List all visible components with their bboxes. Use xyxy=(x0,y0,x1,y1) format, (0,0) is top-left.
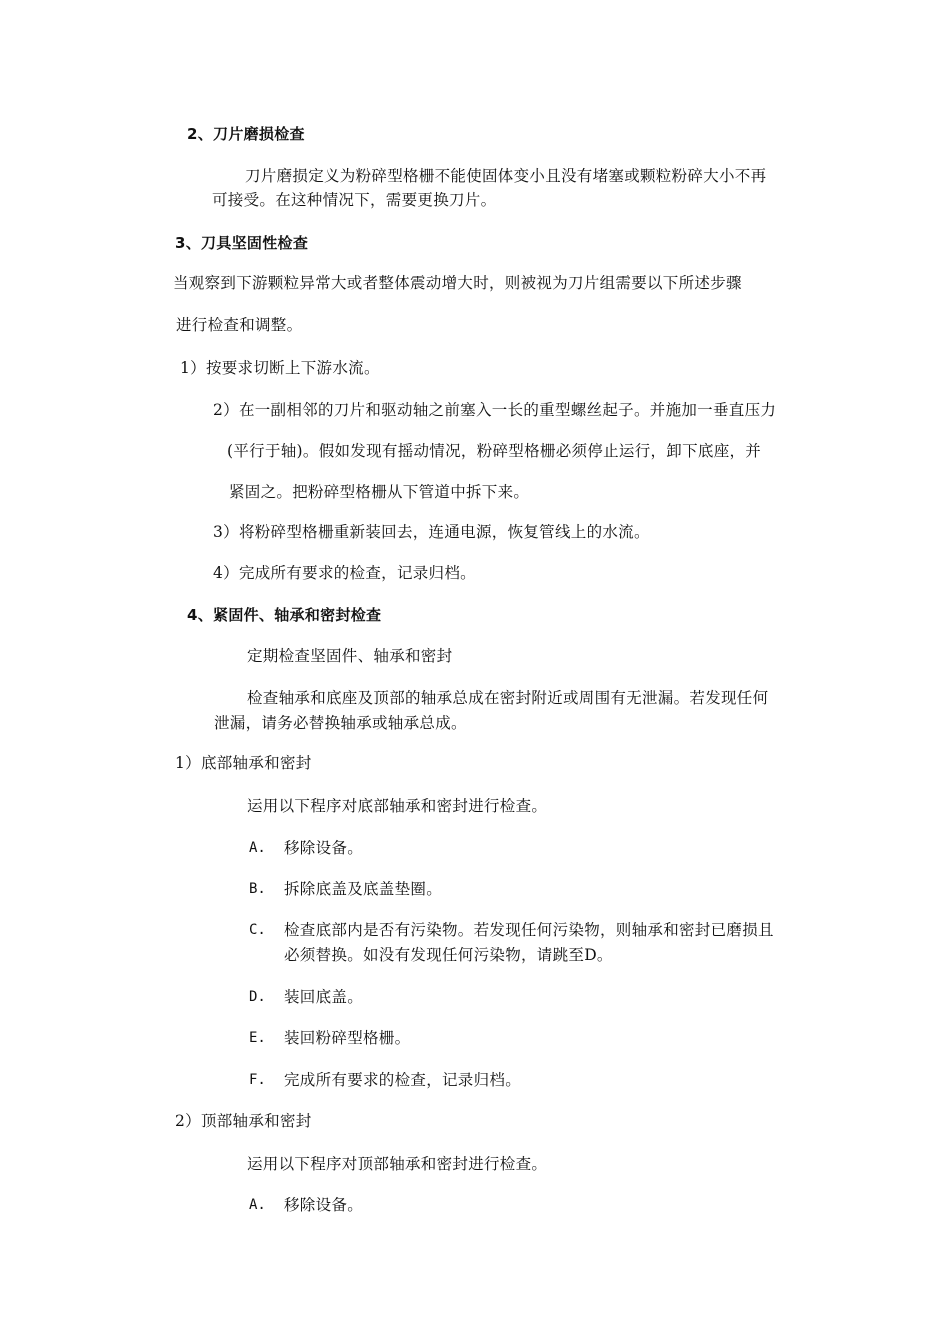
top-bearing-intro: 运用以下程序对顶部轴承和密封进行检查。 xyxy=(247,1155,548,1173)
bottom-bearing-intro: 运用以下程序对底部轴承和密封进行检查。 xyxy=(247,797,548,815)
list-item-letter: A. xyxy=(249,840,266,856)
list-item-text: 移除设备。 xyxy=(284,1196,364,1214)
section-4-line-1: 定期检查坚固件、轴承和密封 xyxy=(247,647,453,665)
list-item-letter: C. xyxy=(249,922,266,938)
list-item-letter: F. xyxy=(249,1072,266,1088)
list-item-text: 拆除底盖及底盖垫圈。 xyxy=(284,880,443,898)
section-3-step-2-line-1: 2）在一副相邻的刀片和驱动轴之前塞入一长的重型螺丝起子。并施加一垂直压力 xyxy=(213,401,777,419)
list-item-text: 装回粉碎型格栅。 xyxy=(284,1029,411,1047)
section-3-step-2-line-3: 紧固之。把粉碎型格栅从下管道中拆下来。 xyxy=(229,483,530,501)
section-3-step-3: 3）将粉碎型格栅重新装回去，连通电源，恢复管线上的水流。 xyxy=(213,523,650,541)
section-4-line-2a: 检查轴承和底座及顶部的轴承总成在密封附近或周围有无泄漏。若发现任何 xyxy=(247,689,769,707)
top-bearing-title: 2）顶部轴承和密封 xyxy=(175,1112,312,1130)
list-item-text-continued: 必须替换。如没有发现任何污染物，请跳至D。 xyxy=(284,946,613,964)
list-item-text: 检查底部内是否有污染物。若发现任何污染物，则轴承和密封已磨损且 xyxy=(284,921,774,939)
list-item-text: 移除设备。 xyxy=(284,839,364,857)
list-item-letter: A. xyxy=(249,1197,266,1213)
section-3-intro-line-1: 当观察到下游颗粒异常大或者整体震动增大时，则被视为刀片组需要以下所述步骤 xyxy=(173,274,742,292)
list-item-letter: B. xyxy=(249,881,266,897)
section-3-intro-line-2: 进行检查和调整。 xyxy=(176,316,303,334)
list-item-letter: E. xyxy=(249,1030,266,1046)
list-item-text: 装回底盖。 xyxy=(284,988,364,1006)
section-4-line-2b: 泄漏，请务必替换轴承或轴承总成。 xyxy=(214,714,467,732)
bottom-bearing-title: 1）底部轴承和密封 xyxy=(175,754,312,772)
section-3-heading: 3、刀具坚固性检查 xyxy=(175,234,309,252)
section-4-heading: 4、紧固件、轴承和密封检查 xyxy=(187,606,382,624)
section-3-step-4: 4）完成所有要求的检查，记录归档。 xyxy=(213,564,476,582)
section-3-step-2-line-2: (平行于轴)。假如发现有摇动情况，粉碎型格栅必须停止运行，卸下底座，并 xyxy=(227,442,762,460)
section-3-step-1: 1）按要求切断上下游水流。 xyxy=(180,359,380,377)
section-2-paragraph-line-1: 刀片磨损定义为粉碎型格栅不能使固体变小且没有堵塞或颗粒粉碎大小不再 xyxy=(245,167,767,185)
list-item-text: 完成所有要求的检查，记录归档。 xyxy=(284,1071,522,1089)
section-2-paragraph-line-2: 可接受。在这种情况下，需要更换刀片。 xyxy=(212,191,497,209)
section-2-heading: 2、刀片磨损检查 xyxy=(187,125,305,143)
list-item-letter: D. xyxy=(249,989,266,1005)
